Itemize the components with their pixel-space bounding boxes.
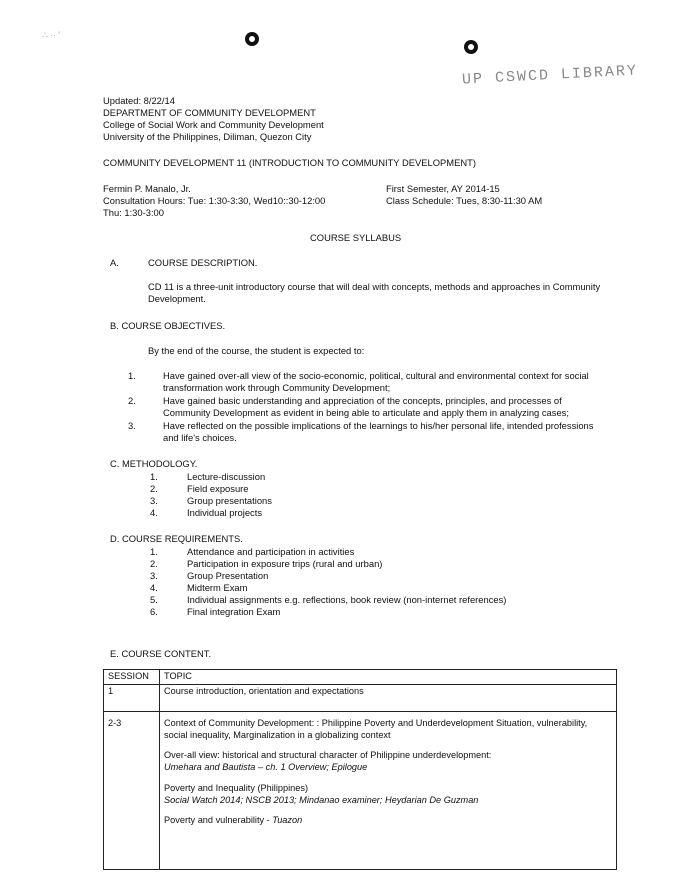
table-header-row — [104, 670, 617, 685]
topic-text: Context of Community Development: : Philippine Poverty and Underdevelopment Situation, vulnerability, social inequality, Marginalization in a globalizing context — [164, 717, 588, 740]
consultation-thursday: Thu: 1:30-3:00 — [103, 207, 164, 218]
course-title: COMMUNITY DEVELOPMENT 11 (INTRODUCTION TO COMMUNITY DEVELOPMENT) — [103, 157, 476, 168]
section-e-title: E. COURSE CONTENT. — [110, 648, 212, 659]
topic-paragraph — [164, 750, 612, 774]
objective-text: Have gained basic understanding and appreciation of the concepts, principles, and processes of Community Development as evident in being able to articulate and apply them in analyzing cases; — [163, 395, 569, 419]
method-text: Individual projects — [187, 507, 263, 518]
punch-hole-right — [464, 40, 478, 54]
class-schedule: Class Schedule: Tues, 8:30-11:30 AM — [386, 195, 543, 206]
department-name: DEPARTMENT OF COMMUNITY DEVELOPMENT — [103, 107, 316, 118]
section-a-title: COURSE DESCRIPTION. — [148, 257, 258, 268]
topic-text: Poverty and vulnerability - — [164, 815, 273, 826]
objective-number: 2. — [128, 395, 136, 406]
method-number: 2. — [150, 483, 158, 494]
method-number: 4. — [150, 507, 158, 518]
topic-reference: Social Watch 2014; NSCB 2013; Mindanao examiner; Heydarian De Guzman — [164, 794, 479, 805]
requirement-number: 4. — [150, 582, 158, 593]
section-c-title: C. METHODOLOGY. — [110, 458, 198, 469]
method-number: 1. — [150, 471, 158, 482]
topic-cell — [160, 684, 617, 711]
consultation-hours: Consultation Hours: Tue: 1:30-3:30, Wed10::30-12:00 — [103, 195, 326, 206]
section-d-title: D. COURSE REQUIREMENTS. — [110, 533, 243, 544]
table-row — [104, 711, 617, 869]
objective-text: Have reflected on the possible implications of the learnings to his/her personal life, intended professions and life's choices. — [163, 420, 594, 444]
topic-text: Course introduction, orientation and expectations — [164, 685, 364, 696]
requirement-number: 6. — [150, 606, 158, 617]
objective-number: 1. — [128, 370, 136, 381]
topic-text: Over-all view: historical and structural character of Philippine underdevelopment: — [164, 750, 492, 761]
requirement-text: Group Presentation — [187, 570, 269, 581]
topic-reference: Umehara and Bautista – ch. 1 Overview; Epilogue — [164, 762, 368, 773]
objective-text: Have gained over-all view of the socio-economic, political, cultural and environmental context for social transformation work through Community Development; — [163, 370, 589, 394]
topic-text: Poverty and Inequality (Philippines) — [164, 782, 309, 793]
requirement-number: 3. — [150, 570, 158, 581]
requirement-number: 2. — [150, 558, 158, 569]
course-content-table — [103, 669, 617, 870]
section-b-title: B. COURSE OBJECTIVES. — [110, 320, 226, 331]
semester: First Semester, AY 2014-15 — [386, 183, 500, 194]
session-cell: 2-3 — [104, 711, 160, 869]
university-name: University of the Philippines, Diliman, Quezon City — [103, 131, 312, 142]
method-text: Group presentations — [187, 495, 272, 506]
section-b-intro: By the end of the course, the student is expected to: — [148, 345, 365, 356]
section-a-letter: A. — [110, 257, 119, 268]
section-a-text: CD 11 is a three-unit introductory course that will deal with concepts, methods and approaches in Community Development. — [148, 281, 601, 305]
college-name: College of Social Work and Community Development — [103, 119, 324, 130]
syllabus-heading: COURSE SYLLABUS — [310, 232, 402, 243]
column-header: TOPIC — [160, 670, 617, 685]
column-header: SESSION — [104, 670, 160, 685]
requirement-text: Participation in exposure trips (rural and urban) — [187, 558, 383, 569]
method-text: Field exposure — [187, 483, 249, 494]
requirement-text: Individual assignments e.g. reflections, book review (non-internet references) — [187, 594, 507, 605]
topic-reference: Tuazon — [272, 815, 303, 826]
method-text: Lecture-discussion — [187, 471, 266, 482]
topic-cell — [160, 711, 617, 869]
library-stamp: UP CSWCD LIBRARY — [461, 62, 639, 89]
method-number: 3. — [150, 495, 158, 506]
updated-date: Updated: 8/22/14 — [103, 95, 175, 106]
requirement-text: Final integration Exam — [187, 606, 281, 617]
instructor-name: Fermin P. Manalo, Jr. — [103, 183, 191, 194]
requirement-text: Midterm Exam — [187, 582, 248, 593]
requirement-number: 5. — [150, 594, 158, 605]
requirement-number: 1. — [150, 546, 158, 557]
topic-paragraph — [164, 783, 612, 807]
objective-number: 3. — [128, 420, 136, 431]
requirement-text: Attendance and participation in activities — [187, 546, 355, 557]
table-row — [104, 684, 617, 711]
session-cell: 1 — [104, 684, 160, 711]
topic-paragraph — [164, 815, 612, 827]
scan-mark: ∴ ·∙ ′ — [42, 30, 60, 40]
punch-hole-left — [245, 32, 259, 46]
